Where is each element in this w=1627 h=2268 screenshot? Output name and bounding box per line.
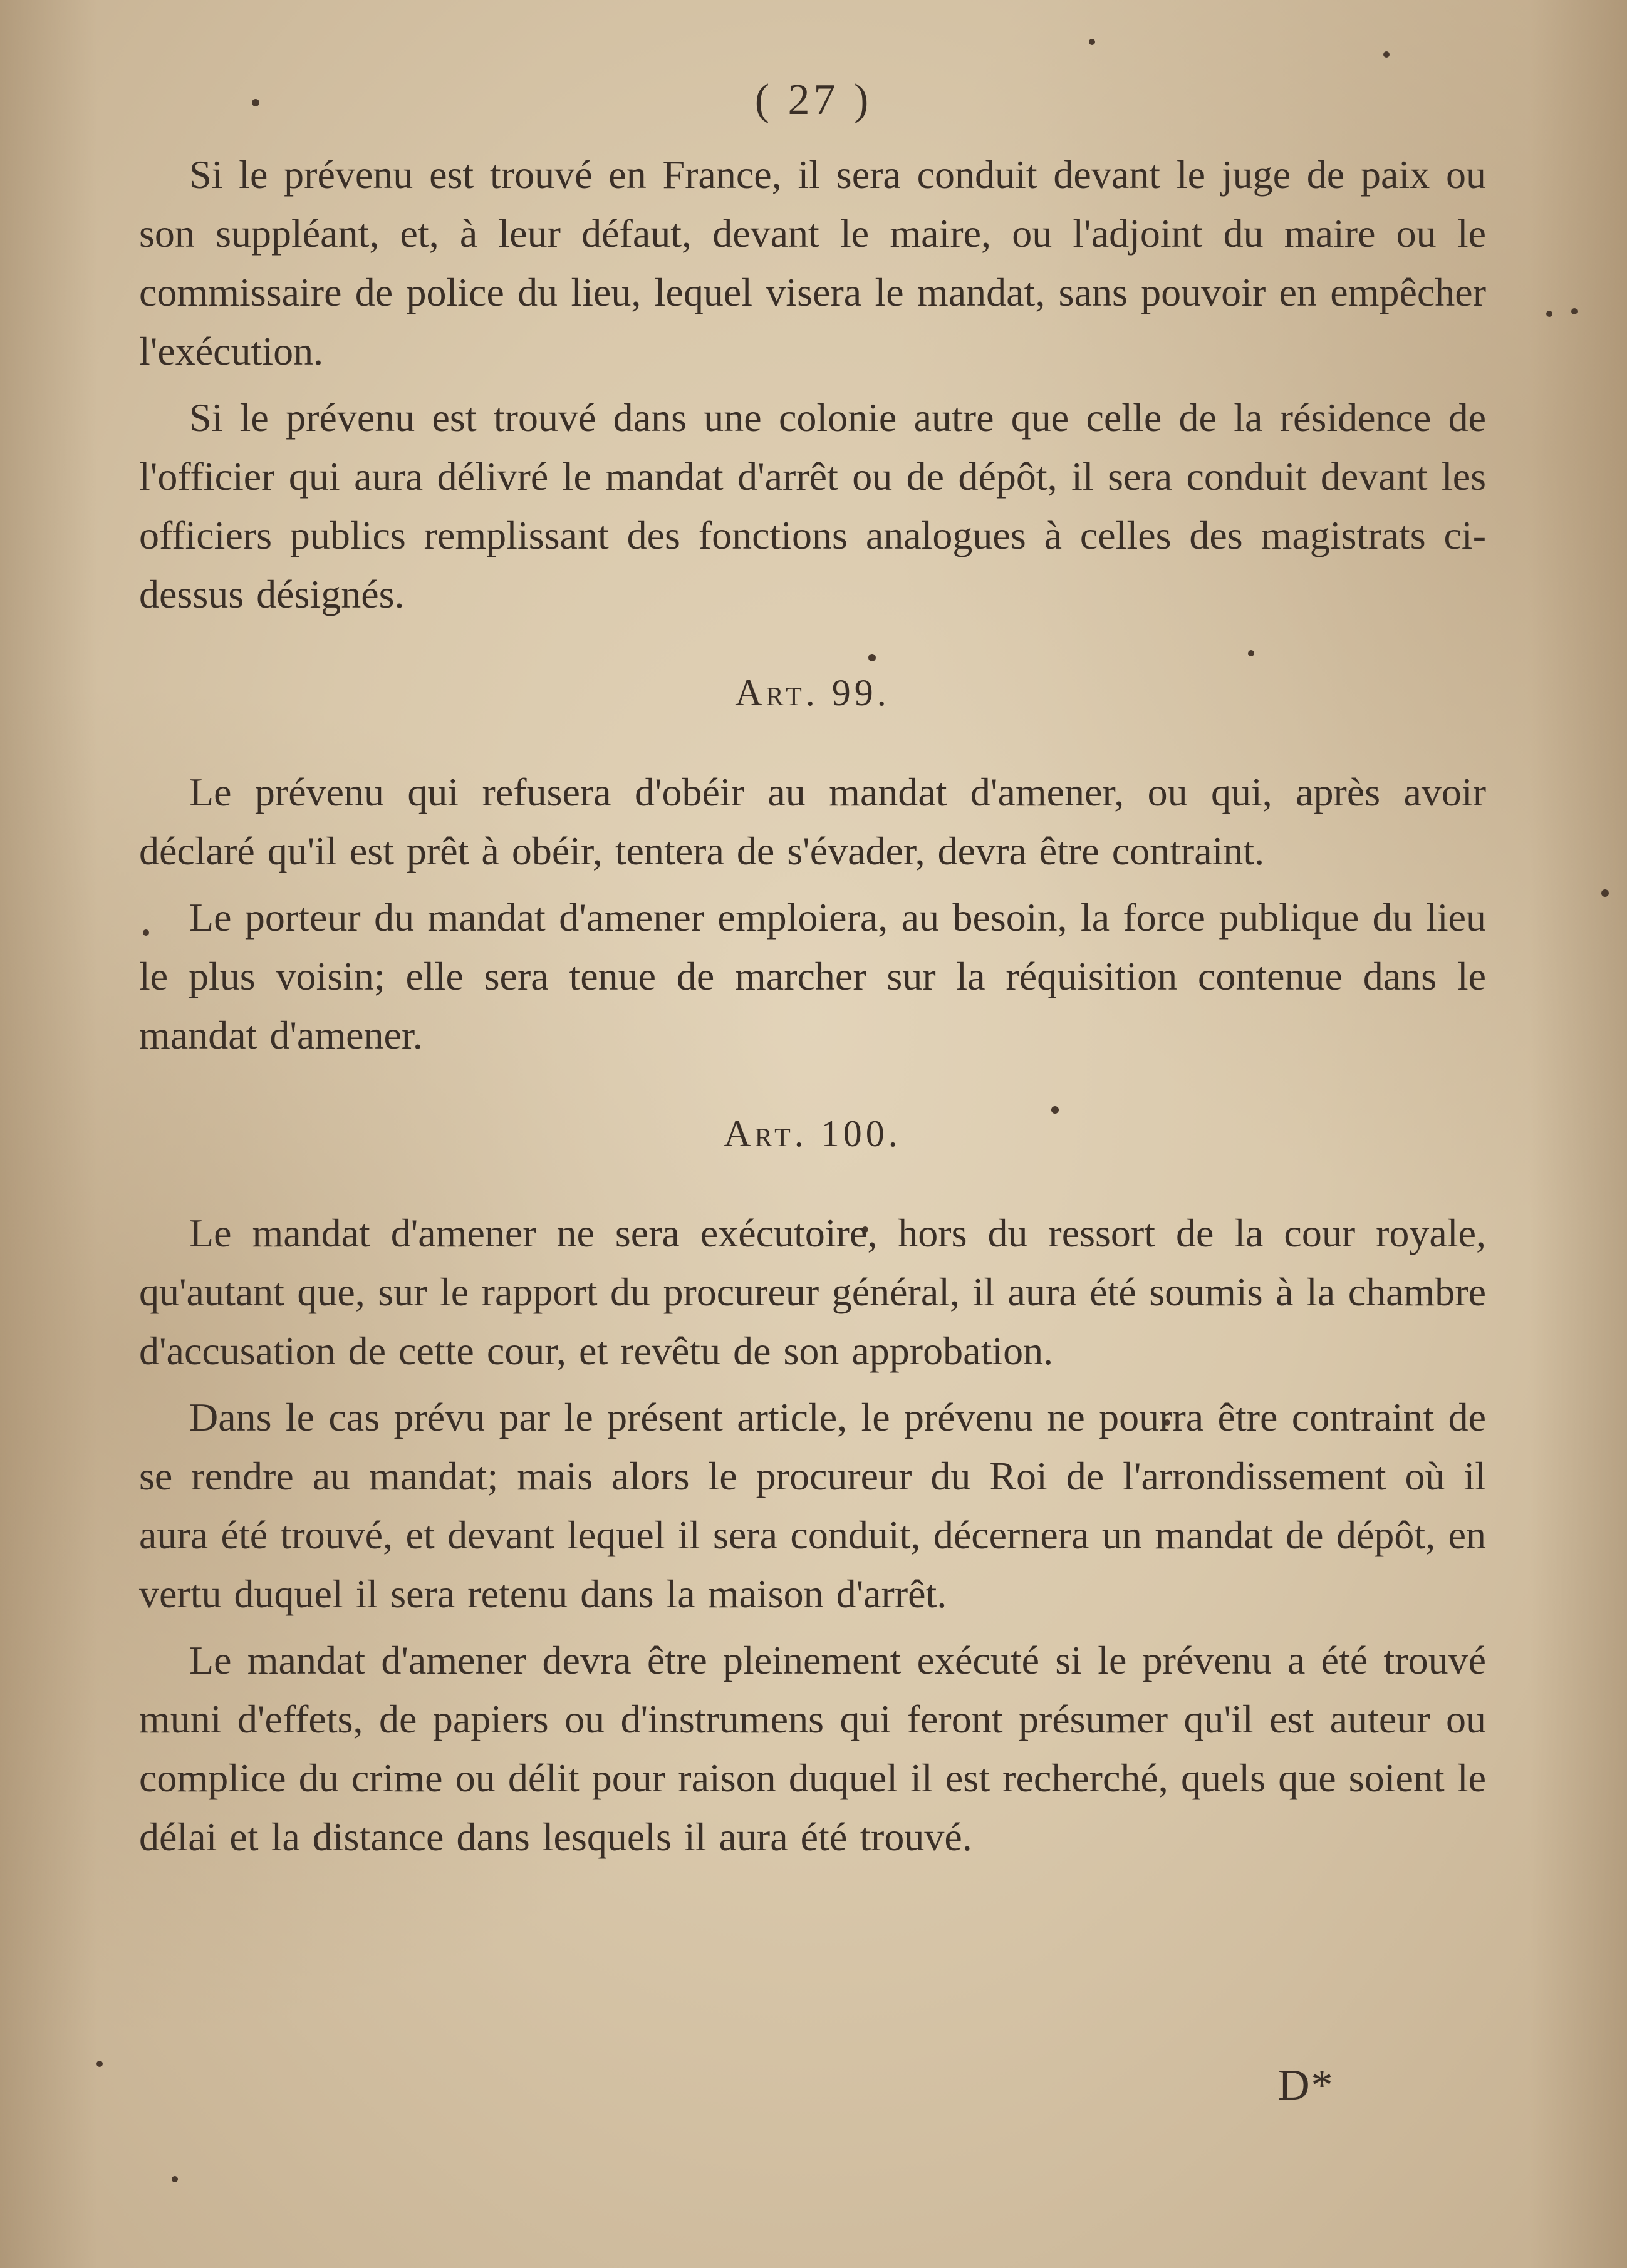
- paragraph: Le mandat d'amener devra être pleinement exécuté si le prévenu a été trouvé muni d'effets, de papiers ou d'instrumens qui feront présumer qu'il est auteur ou complice du crime ou délit pour raison duquel il est recherché, quels que soient le délai et la distance dans lesquels il aura été trouvé.: [139, 1638, 1486, 1859]
- paragraph: Le mandat d'amener ne sera exécutoire, hors du ressort de la cour royale, qu'autant que, sur le rapport du procureur général, il aura été soumis à la chambre d'accusation de cette cour, et revêtu de son approbation.: [139, 1211, 1486, 1373]
- signature-mark: D*: [1278, 2061, 1334, 2110]
- ink-speck: [1601, 889, 1609, 897]
- page-number: ( 27 ): [754, 76, 873, 124]
- ink-speck: [96, 2061, 103, 2067]
- paragraph: Si le prévenu est trouvé dans une colonie autre que celle de la résidence de l'officier qui aura délivré le mandat d'arrêt ou de dépôt, il sera conduit devant les officiers publics remplissant des fonctions analogues à celles des magistrats ci-dessus désignés.: [139, 395, 1486, 616]
- paragraph: Dans le cas prévu par le présent article, le prévenu ne pourra être contraint de se rendre au mandat; mais alors le procureur du Roi de l'arrondissement où il aura été trouvé, et devant lequel il sera conduit, décernera un mandat de dépôt, en vertu duquel il sera retenu dans la maison d'arrêt.: [139, 1395, 1486, 1616]
- article-heading: Art. 100.: [724, 1113, 902, 1154]
- ink-speck: [1571, 308, 1578, 314]
- ink-speck: [1546, 311, 1552, 317]
- article-heading: Art. 99.: [735, 672, 890, 713]
- paragraph: Si le prévenu est trouvé en France, il sera conduit devant le juge de paix ou son suppléant, et, à leur défaut, devant le maire, ou l'adjoint du maire ou le commissaire de police du lieu, lequel visera le mandat, sans pouvoir en empêcher l'exécution.: [139, 152, 1486, 373]
- ink-speck: [1089, 39, 1095, 45]
- paragraph: Le porteur du mandat d'amener emploiera, au besoin, la force publique du lieu le plus voisin; elle sera tenue de marcher sur la réquisition contenue dans le mandat d'amener.: [139, 895, 1486, 1057]
- document-body: [139, 145, 1486, 1874]
- ink-speck: [1383, 51, 1390, 58]
- ink-speck: [172, 2176, 178, 2182]
- paragraph: Le prévenu qui refusera d'obéir au mandat d'amener, ou qui, après avoir déclaré qu'il est prêt à obéir, tentera de s'évader, devra être contraint.: [139, 770, 1486, 873]
